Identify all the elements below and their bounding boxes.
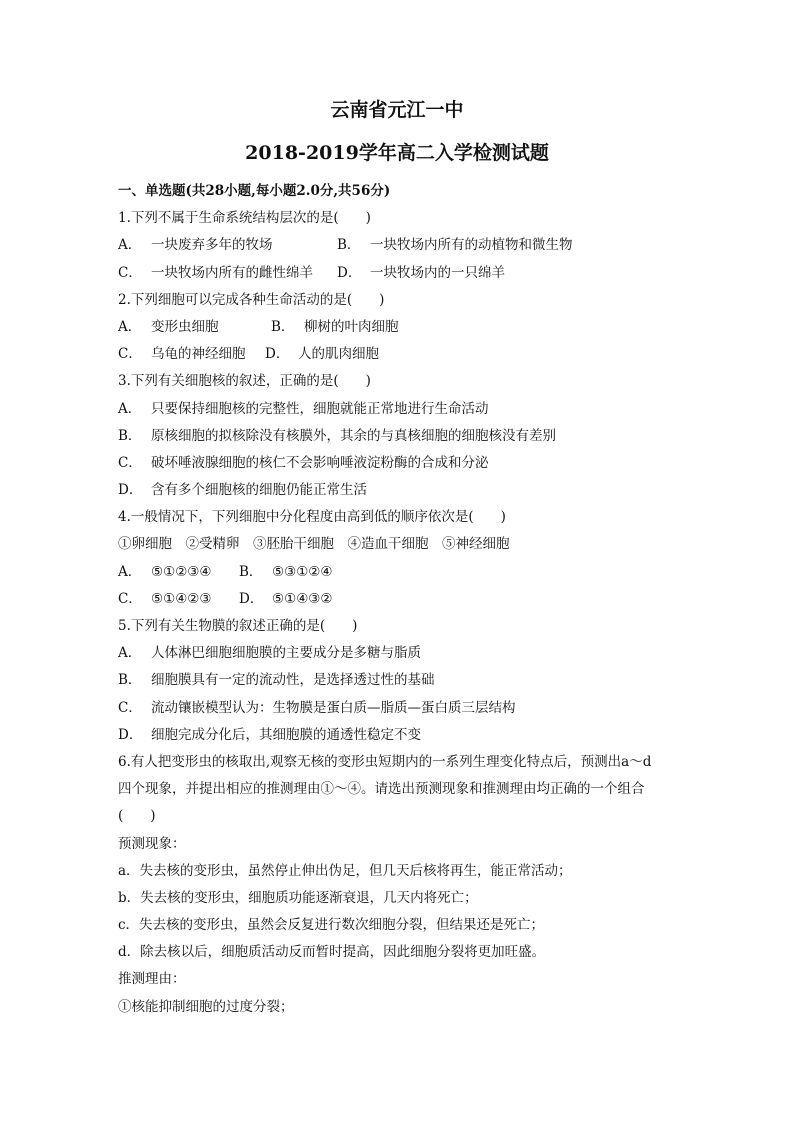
question-1-options-row-2: [118, 260, 688, 287]
option-text: 人的肌肉细胞: [298, 346, 379, 363]
option-label: D．: [239, 590, 264, 607]
option-label: A．: [118, 400, 142, 417]
question-5-option-a: [118, 640, 688, 667]
option-text: 一块牧场内的一只绵羊: [370, 264, 505, 281]
option-label: B．: [271, 318, 295, 335]
question-1-options-row-1: [118, 232, 688, 259]
option-text: 柳树的叶肉细胞: [304, 318, 399, 335]
option-text: 乌龟的神经细胞: [151, 346, 246, 363]
option-text: 破坏唾液腺细胞的核仁不会影响唾液淀粉酶的合成和分泌: [151, 454, 489, 471]
question-3-option-a: [118, 396, 688, 423]
option-text: ⑤③①②④: [272, 563, 333, 580]
option-text: 人体淋巴细胞细胞膜的主要成分是多糖与脂质: [151, 645, 421, 662]
option-text: 一块牧场内所有的雌性绵羊: [151, 264, 313, 281]
question-4-stem: 4.一般情况下，下列细胞中分化程度由高到低的顺序依次是( ): [118, 509, 506, 526]
option-text: 只要保持细胞核的完整性，细胞就能正常地进行生命活动: [151, 400, 489, 417]
option-text: 细胞膜具有一定的流动性，是选择透过性的基础: [151, 672, 435, 689]
option-text: 流动镶嵌模型认为：生物膜是蛋白质—脂质—蛋白质三层结构: [151, 699, 516, 716]
question-5-option-d: [118, 722, 688, 749]
reasons-heading: 推测理由：: [118, 971, 186, 988]
question-3-option-c: [118, 450, 688, 477]
question-4-items: ①卵细胞 ②受精卵 ③胚胎干细胞 ④造血干细胞 ⑤神经细胞: [118, 536, 510, 553]
option-label: C．: [118, 590, 142, 607]
option-text: 一块牧场内所有的动植物和微生物: [370, 237, 573, 254]
question-6-stem-line-1: 6.有人把变形虫的核取出,观察无核的变形虫短期内的一系列生理变化特点后，预测出a～d: [118, 753, 652, 770]
option-label: B．: [239, 563, 263, 580]
phenomena-heading: 预测现象：: [118, 835, 186, 852]
school-title: 云南省元江一中: [330, 99, 464, 121]
option-label: D．: [265, 346, 290, 363]
option-label: C．: [118, 346, 142, 363]
reason-1: ①核能抑制细胞的过度分裂；: [118, 998, 294, 1015]
option-label: D．: [118, 726, 143, 743]
option-label: B．: [337, 237, 361, 254]
option-text: ⑤①④②③: [151, 590, 212, 607]
phenomenon-d: d．除去核以后，细胞质活动反而暂时提高，因此细胞分裂将更加旺盛。: [118, 944, 546, 961]
question-3-option-d: [118, 477, 688, 504]
option-text: 细胞完成分化后，其细胞膜的通透性稳定不变: [151, 726, 421, 743]
option-label: C．: [118, 264, 142, 281]
option-label: D．: [337, 264, 362, 281]
phenomenon-b: b．失去核的变形虫，细胞质功能逐渐衰退，几天内将死亡；: [118, 889, 478, 906]
question-5-option-c: [118, 695, 688, 722]
question-4-options-row-1: [118, 559, 688, 586]
option-text: 变形虫细胞: [151, 318, 219, 335]
question-1-stem: 1.下列不属于生命系统结构层次的是( ): [118, 210, 371, 227]
question-5-stem: 5.下列有关生物膜的叙述正确的是( ): [118, 618, 358, 634]
phenomenon-a: a．失去核的变形虫，虽然停止伸出伪足，但几天后核将再生，能正常活动；: [118, 862, 572, 879]
question-5-option-b: [118, 667, 688, 694]
exam-content: [118, 178, 688, 1021]
option-label: A．: [118, 563, 142, 580]
option-label: A．: [118, 318, 142, 335]
phenomenon-c: c．失去核的变形虫，虽然会反复进行数次细胞分裂，但结果还是死亡；: [118, 917, 545, 934]
question-2-options-row-1: [118, 314, 688, 341]
question-2-stem: 2.下列细胞可以完成各种生命活动的是( ): [118, 291, 385, 308]
question-3-stem: 3.下列有关细胞核的叙述，正确的是( ): [118, 373, 371, 390]
question-6-stem-line-2: 四个现象，并提出相应的推测理由①～④。请选出预测现象和推测理由均正确的一个组合: [118, 781, 645, 798]
section-heading: 一、单选题(共28小题,每小题2.0分,共56分): [118, 183, 391, 199]
option-label: D．: [118, 482, 143, 499]
option-label: B．: [118, 672, 142, 689]
option-text: 一块废弃多年的牧场: [151, 237, 273, 254]
option-label: A．: [118, 237, 142, 254]
question-3-option-b: [118, 423, 688, 450]
option-label: A．: [118, 645, 142, 662]
option-label: C．: [118, 454, 142, 471]
question-4-options-row-2: [118, 586, 688, 613]
option-label: C．: [118, 699, 142, 716]
option-text: ⑤①②③④: [151, 563, 212, 580]
exam-title: 2018-2019学年高二入学检测试题: [245, 142, 549, 164]
question-6-stem-line-3: ( ): [118, 808, 156, 825]
option-label: B．: [118, 427, 142, 444]
option-text: ⑤①④③②: [272, 590, 333, 607]
question-2-options-row-2: [118, 341, 688, 368]
option-text: 原核细胞的拟核除没有核膜外，其余的与真核细胞的细胞核没有差别: [151, 427, 556, 444]
option-text: 含有多个细胞核的细胞仍能正常生活: [151, 482, 367, 499]
